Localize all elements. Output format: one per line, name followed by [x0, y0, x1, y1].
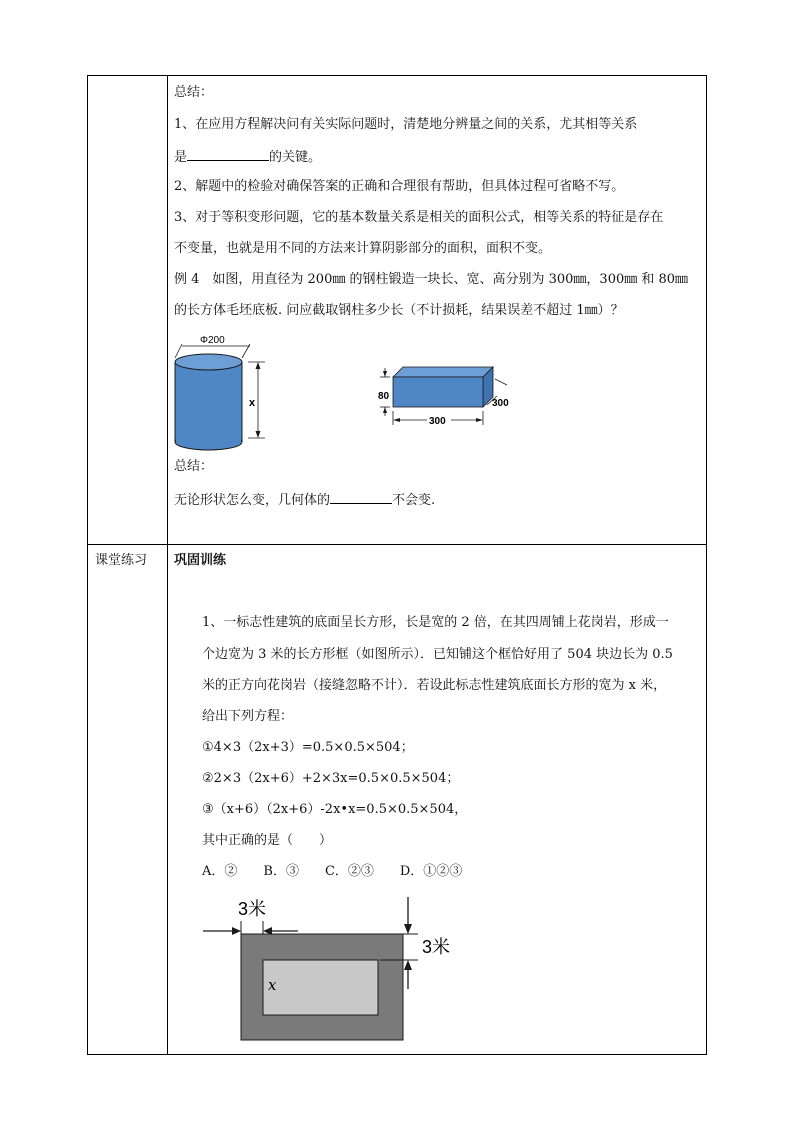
- equation-1: ①4×3（2x+3）=0.5×0.5×504；: [202, 740, 414, 755]
- cuboid-top-face: [393, 367, 493, 377]
- cuboid-height-label: 80: [378, 391, 390, 402]
- cylinder-diameter-label: Φ200: [200, 335, 225, 346]
- example-4-line-2: 的长方体毛坯底板. 问应截取钢柱多少长（不计损耗，结果误差不超过 1㎜）？: [174, 303, 624, 318]
- summary-point-2: 2、解题中的检验对确保答案的正确和合理很有帮助，但具体过程可省略不写。: [174, 179, 625, 194]
- summary-2-suffix: 不会变.: [392, 493, 436, 508]
- table-row-divider: [87, 544, 707, 545]
- table-border-right: [706, 75, 707, 1055]
- frame-figure: [200, 893, 470, 1043]
- summary-2-text: [174, 491, 435, 509]
- question-1-line-2: 个边宽为 3 米的长方形框（如图所示）．已知铺这个框恰好用了 504 块边长为 0.5: [202, 647, 673, 662]
- question-prompt: 其中正确的是（ ）: [202, 833, 333, 848]
- summary-point-3-line-2: 不变量，也就是用不同的方法来计算阴影部分的面积，面积不变。: [174, 241, 552, 256]
- table-border-top: [87, 75, 707, 76]
- summary-2-prefix: 无论形状怎么变，几何体的: [174, 493, 331, 508]
- summary-point-1-line-2: [174, 148, 321, 166]
- question-1-line-3: 米的正方向花岗岩（接缝忽略不计）．若设此标志性建筑底面长方形的宽为 x 米，: [202, 678, 667, 693]
- frame-top-width-label: 3米: [238, 899, 267, 919]
- inner-rectangle: [263, 960, 378, 1015]
- summary-point-1-prefix: 是: [174, 150, 188, 165]
- example-4-line-1: 例 4 如图，用直径为 200㎜ 的钢柱锻造一块长、宽、高分别为 300㎜，300㎜ 和 80㎜: [174, 272, 689, 287]
- summary-point-1-line-1: 1、在应用方程解决问有关实际问题时，清楚地分辨量之间的关系，尤其相等关系: [174, 117, 638, 132]
- summary-point-3-line-1: 3、对于等积变形问题，它的基本数量关系是相关的面积公式，相等关系的特征是存在: [174, 210, 664, 225]
- summary-title: 总结：: [174, 85, 214, 100]
- table-border-left: [87, 75, 88, 1055]
- cuboid-depth-label: 300: [492, 398, 509, 409]
- cuboid-length-label: 300: [429, 416, 446, 427]
- frame-right-width-label: 3米: [422, 937, 451, 957]
- equation-2: ②2×3（2x+6）+2×3x=0.5×0.5×504；: [202, 771, 460, 786]
- summary-point-1-suffix: 的关键。: [269, 150, 322, 165]
- row-label-classroom-practice: 课堂练习: [95, 553, 148, 568]
- fill-in-blank[interactable]: [187, 148, 269, 161]
- cylinder-top: [175, 354, 242, 370]
- cuboid-figure: [375, 363, 525, 433]
- table-border-bottom: [87, 1054, 707, 1055]
- table-column-divider: [167, 75, 168, 1055]
- question-1-line-4: 给出下列方程：: [202, 709, 294, 724]
- cuboid-front-face: [393, 377, 483, 407]
- summary-2-title: 总结：: [174, 459, 214, 474]
- equation-3: ③（x+6）（2x+6）-2x•x=0.5×0.5×504，: [202, 802, 468, 817]
- fill-in-blank-2[interactable]: [330, 491, 392, 504]
- cylinder-figure: [170, 332, 280, 452]
- question-1-line-1: 1、一标志性建筑的底面呈长方形，长是宽的 2 倍，在其四周铺上花岗岩，形成一: [202, 615, 669, 630]
- inner-width-label: x: [268, 976, 277, 994]
- cylinder-height-label: x: [249, 397, 256, 409]
- answer-options: A．② B．③ C．②③ D．①②③: [202, 864, 463, 879]
- section-heading: 巩固训练: [174, 553, 227, 568]
